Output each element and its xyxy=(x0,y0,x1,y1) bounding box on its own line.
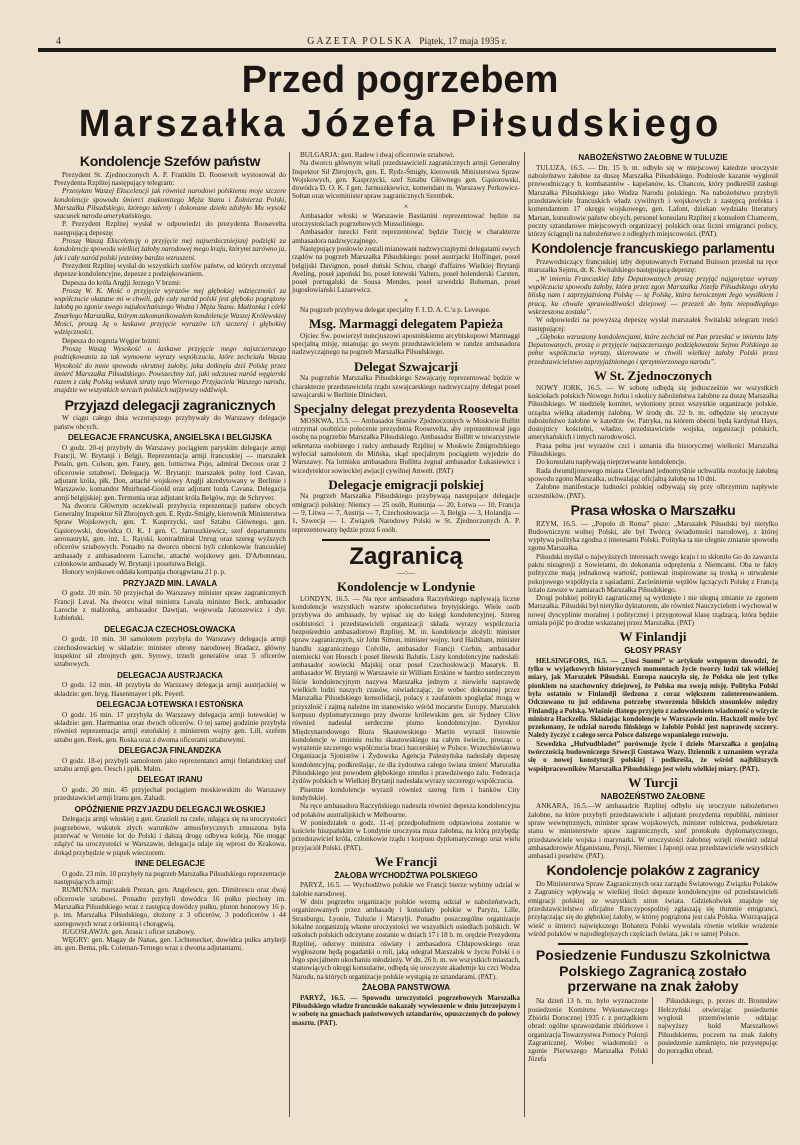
quoted-paragraph: Proszę Waszą Wysokość o łaskawe przyjęcie mego najszczerszego podziękowania za tak wymowne wyrazy współczucia, które zechciała Wasza Wysokość do mnie spowodu okrutnej żałoby, jaka dotknęła dziś Polskę przez śmierć Marszałka Piłsudskiego. Powszechny żal, jaki odczuwa naród węgierski razem z całą Polską wskutek straty tego Wiernego Przyjaciela Waszego narodu, znajdzie we wszystkich sercach polskich najżywszy oddźwięk. xyxy=(54,344,286,395)
paragraph: Przewodniczący francuskiej izby deputowanych Fernand Buisson przesłał na ręce marszałka Sejmu, dr. K. Świtalskiego następującą depeszę: xyxy=(528,258,778,275)
article-headline: Kondolencje polaków z zagranicy xyxy=(546,862,760,879)
paragraph: Prezydent Rzplitej wysłał do wszystkich szefów państw, od których otrzymał depesze kondolencyjne, depesze z podziękowaniem. xyxy=(54,261,286,279)
section-subheading: DELEGACJA AUSTRJACKA xyxy=(117,670,223,680)
paragraph: TULUZA, 16.5. — Dn. 15 b. m. odbyło się w miejscowej katedrze uroczyste nabożeństwo żałobne za duszę Marszałka Piłsudskiego. Podniosłe kazanie wygłosił przewodniczący b. kombatantów - kapelanów, ks. Chancou, który podkreślił zasługi Marszałka Piłsudskiego jako Wodza Narodu polskiego. Na nabożeństwo przybyli przedstawiciele francuskich władz cywilnych i wojskowych z zastępcą prefekta i komendantem 17 okręgu wojskowego, gen. Lafont, dziekan wydziału literatury Marsan, konsulowie państw obcych, personel konsulatu Rzplitej z konsulem Chamcem, poczty sztandarowe miejscowych organizacyj polskich oraz liczni emigranci polscy, którzy ściągnęli na nabożeństwo z odległych miejscowości. (PAT). xyxy=(528,163,779,239)
bold-paragraph: PARYŻ, 16.5. — Spowodu uroczystości pogrzebowych Marszałka Piłsudskiego władze francuskie nakazały wywieszenie w dniu jutrzejszym i w sobotę na gmachach państwowych sztandarów, opuszczonych do połowy masztu. (PAT). xyxy=(292,993,520,1027)
article-headline: Kondolencje w Londynie xyxy=(336,579,476,595)
column-2 xyxy=(292,151,520,1027)
section-subheading: DELEGACJA FINLANDZKA xyxy=(118,745,222,755)
paragraph: Prasa pełna jest wyrazów czci i uznania dla historycznej wielkości Marszałka Piłsudskiego. xyxy=(528,441,778,459)
section-subheading: ŻAŁOBA WYCHODŹTWA POLSKIEGO xyxy=(334,870,478,880)
paragraph: LONDYN, 16.5. — Na ręce ambasadora Raczyńskiego napływają liczne kondolencje wszystkich warstw społeczeństwa brytyjskiego. Wiele osób przybywa do ambasady, by wpisać się do księgi kondolencyjnej. Szereg osobistości i przedstawicieli organizacji składa wyrazy współczucia bezpośrednio ambasadorowi Rzplitej. M. in. kondolencje złożyli: minister spraw zagranicznych, sir John Simon, minister wojny, lord Hailsham, minister handlu zagranicznego Colville, ambasador Francji Corbin, ambasador niemiecki von Hoesch i poseł litewski Balutis. Listy kondolencyjne nadesłali: ambasador sowiecki Majskij oraz poseł Czechosłowacji Masaryk. B. ambasador W. Brytanji w Warszawie sir William Erskine w bardzo serdecznym liście kondolencyjnym nazywa Marszałka jednym z niewielu naprawdę wielkich ludzi naszych czasów, oświadczając, że wobec dokonanej przez Marszałka Piłsudskiego konsolidacji, polacy z zaufaniem spoglądać mogą w przyszłość i zajmą należne im stanowisko wśród mocarstw Europy. Marszałek korpusu dyplomatycznego przy dworze królewskim gen. sir Sydney Clive również nadesłał serdeczne pismo kondolencyjne. Dyrektor Międzynarodowego Biura Skautowskiego Martin wyraził listownie kondolencje w imieniu ruchu skautowskiego na całym świecie, prosząc o wyrażenie szczerego współczucia braci harcerskiej w Polsce. Wszechświatowa Organizacja Sjonistów i Żydowska Agencja Palestyńska nadesłały depeszę kondolencyjną, podkreślając, że dla żydostwa całego świata śmierć Marszałka Piłsudskiego jest powodem głębokiego smutku i prawdziwego żalu. Federacja żydów polskich w Wielkiej Brytanji nadesłała wyrazy szczerego współczucia. xyxy=(292,594,520,786)
headline-line-1: Przed pogrzebem xyxy=(241,59,559,101)
paragraph: RZYM, 16.5. — „Popolo di Roma” pisze: „Marszałek Piłsudski był nietylko Budowniczym wolnej Polski, ale był Twórcą świadomości narodowej, z której wypływa polityka zgodna z interesami Polski. Polityka ta nie ulegnie zmianie spowodu zgonu Marszałka. xyxy=(528,519,778,553)
paragraph: O godz. 18-ej przybyli samolotem jako reprezentanci armji finlandzkiej szef sztabu armji gen. Oesch i ppłk. Malm. xyxy=(54,756,286,773)
paragraph: WĘGRY: gen. Magay de Nanas, gen. Lichtenecker, dowódca pułku artylerji im. gen. Bema, płk. Coleman-Ternego wraz z dwoma adjutantami. xyxy=(54,936,286,953)
paragraph: Ojciec Św. powierzył nuncjuszowi apostolskiemu arcybiskupowi Marmaggi specjalną misję, mianując go swym przedstawicielem w randze ambasadora nadzwyczajnego na pogrzeb Marszałka Piłsudskiego. xyxy=(292,331,520,357)
paragraph: W poniedziałek o godz. 11-ej przedpołudniem odprawiona zostanie w kościele hiszpańskim w Londynie uroczysta msza żałobna, na którą przybędą: przedstawiciel króla, członkowie rządu i korpusu dyplomatycznego oraz wielu przyjaciół Polski. (PAT). xyxy=(292,818,520,852)
paragraph: O godz. 20-ej przybyły do Warszawy pociągiem paryskim delegacje armji Francji, W. Brytanji i Belgji. Reprezentacja armji francuskiej — marszałek Petain, gen. Colson, gen. Faury, gen. lotnictwa Pujo, admirał Decoux oraz 2 oficerowie sztabowi. Delegacja W. Brytanji: marszałek polny lord Cavan, adjutant króla, płk. Don, attaché wojskowy Anglji akredytowany w Berlinie i Warszawie, komandor Muirhead-Goold oraz adjutant lorda Cavana. Delegacja armji belgijskiej: gen. Termonia oraz adjutant króla Belgów, mjr. de Schryver. xyxy=(54,443,286,502)
section-subheading: NABOŻEŃSTWO ŻAŁOBNE xyxy=(600,791,706,801)
article-headline: We Francji xyxy=(374,853,438,869)
ornament: —○— xyxy=(396,569,416,578)
quoted-paragraph: Proszę Waszą Ekscelencję o przyjęcie mej najserdeczniejszej podzięki za kondolencje spowodu wielkiej żałoby narodowej mego kraju, którymi zarówno ja, jak i cały naród polski jesteśmy bardzo wzruszeni. xyxy=(54,237,286,262)
section-subheading: PRZYJAZD MIN. LAVALA xyxy=(122,578,218,588)
section-subheading: INNE DELEGACJE xyxy=(135,858,205,868)
issue-date: Piątek, 17 maja 1935 r. xyxy=(419,37,507,47)
section-subheading: NABOŻEŃSTWO ŻAŁOBNE W TULUZIE xyxy=(578,153,728,162)
article-headline: Kondolencje Szefów państw xyxy=(79,153,261,169)
article-headline: Specjalny delegat prezydenta Roosevelta xyxy=(293,401,519,417)
bold-paragraph: HELSINGFORS, 16.5. — „Uusi Suomi” w artykule wstępnym dowodzi, że tylko w wyjątkowych historycznych momentach życie tworzy ludzi tak wielkiej miary, jak Marszałek Piłsudski. Europa nauczyła się, że Polska nie jest tylko pionkiem na szachownicy dziejowej, że Polska ma swoją misję. Polityka Polski była ostatnio w Finlandji śledzona z coraz większem zainteresowaniem. Odczuwano tu już oddawna potrzebę stworzenia bliskich stosunków między Finlandją a Polską. Właśnie dlatego przyjęto z zadowoleniem wiadomość o wizycie ministra Hackzella. Składając kondolencje w Warszawie min. Hackzell może być przekonany, że udział narodu fińskiego w żałobie Polski jest naprawdę szczery. Należy życzyć z całego serca Polsce dalszego wspaniałego rozwoju. xyxy=(528,656,778,740)
paragraph: Na pogrzebie Marszałka Piłsudskiego Szwajcarję reprezentować będzie w charakterze przedstawiciela rządu szwajcarskiego nadzwyczajny delegat poseł szwajcarski w Berlinie Dinichert. xyxy=(292,374,520,399)
paragraph: Do Ministerstwa Spraw Zagranicznych oraz zarządu Światowego Związku Polaków z Zagranicy wpływają w wielkiej ilości depesze kondolencyjne od przedstawicieli emigracji polskiej ze wszystkich stron świata. Gdziekolwiek znajduje się przedstawicielstwo oficjalne Rzeczypospolitej zgłaszają się tłumnie emigranci, przyłączając się do głębokiej żałoby, w której pogrążona jest cała Polska. Wstrząsająca wieść o śmierci największego Bohatera Polski wywołała równie wielkie wrażenie wśród polaków w najodleglejszych częściach świata, jak i w samej Polsce. xyxy=(528,880,778,938)
column-3 xyxy=(528,151,778,1064)
paragraph: Na pogrzeb Marszałka Piłsudskiego przybywają następujące delegacje emigracji polskiej: Niemcy — 25 osób, Rumunja — 20, Łotwa — 10, Francja — 9, Litwa — 7, Austrja — 7, Czechosłowacja — 3, Belgja — 3, Holandja — 1, Szwecja — 1. Związek Narodowy Polski w St. Zjednoczonych A. P. reprezentowany będzie przez 6 osób. xyxy=(292,492,520,534)
paragraph: Depesza do króla Anglji Jerzego V brzmi: xyxy=(62,278,181,287)
article-headline: Msg. Marmaggi delegatem Papieża xyxy=(308,316,504,332)
paragraph: Do konsulatu napływają nieprzerwanie kondolencje. xyxy=(536,458,686,467)
article-headline: W St. Zjednoczonych xyxy=(594,368,712,384)
article-headline: Delegat Szwajcarji xyxy=(353,358,459,374)
paragraph: RUMUNJA: marszałek Prezan, gen. Angelescu, gen. Dimitrescu oraz dwaj oficerowie sztabowi. Ponadto przybyli dowódca 16 pułku piechoty im. Marszałka Piłsudskiego wraz z zastępcą dowódcy pułku, pluton honorowy 16 p. p. im. Marszałka Piłsudskiego, złożony z 3 oficerów, 3 podoficerów i 44 szeregowych wraz z orkiestrą i chorągwią. xyxy=(54,886,286,928)
paragraph: NOWY JORK, 16.5. — W sobotę odbędą się jednocześnie we wszystkich kościołach polskich Nowego Jorku i okolicy nabożeństwa żałobne za duszę Marszałka Piłsudskiego. W niedzielę komitet, wyłoniony przez wszystkie organizacje polskie, urządza wielką akademję żałobną. W środę dn. 22 b. m. odbędzie się uroczyste nabożeństwo żałobne w katedrze św. Patryka, na którem obecni będą kardynał Hays, dostojnicy kościelni, władze, przedstawiciele wojska, organizacji polskich, amerykańskich i innych narodowości. xyxy=(528,383,778,442)
article-headline: Posiedzenie Funduszu Szkolnictwa Polskiego Zagranicą zostało przerwane na znak żałoby xyxy=(535,947,771,995)
headline-line-2: Marszałka Józefa Piłsudskiego xyxy=(78,103,722,145)
paragraph: O godz. 20 min. 50 przyjechał do Warszawy minister spraw zagranicznych Francji Laval. Na dworcu witał ministra Lavala minister Beck, ambasador Laroche z małżonką, ambasador Dawtjan, wojewoda Jaroszewicz i dyr. Łubieński. xyxy=(54,589,286,623)
paragraph: W dniu pogrzebu organizacje polskie wezmą udział w nabożeństwach, organizowanych przez ambasadę i konsulaty polskie w Paryżu, Lille, Strasburgu, Lyonie, Tuluzie i Marsylji. Ponadto poszczególne organizacje lokalne zorganizują własne uroczystości we wszystkich osiedlach polskich. W szkołach polskich odczytane zostanie w dniach 17 i 18 b. m. orędzie Prezydenta Rzplitej, odezwy ministra oświaty i ambasadora Chłapowskiego oraz wygłoszone będą pogadanki o roli, jaką odegrał Marszałek w życiu Polski i o Jego specjalnem ukochaniu młodzieży. W dn. 26 b. m. we wszystkich miastach, stanowiących okręgi konsularne, odbędą się uroczyste akademje ku czci Wodza Narodu, na których organizacje polskie wystąpią ze sztandarami. (PAT). xyxy=(292,898,520,981)
column-1 xyxy=(54,151,286,953)
paragraph: Drogi polskiej polityki zagranicznej są wytknięte i nie ulegną zmianie ze zgonem Marszałka. Piłsudski był nietylko dyktatorem, ale również Nauczycielem i wychował w nowej dyscyplinie moralnej i politycznej i przygotował klasę rządzącą, która będzie umiała pójść po drodze wskazanej przez Marszałka. (PAT) xyxy=(528,594,778,628)
quoted-paragraph: Proszę W. K. Mość o przyjęcie wyrazów mej głębokiej wdzięczności za współczucie okazane mi w chwili, gdy cały naród polski jest głęboko pogrążony żałobą po zgonie swego najukochańszego Wodza i Męża Stanu. Małżonka i córki Zmarłego Marszałka, którym zakomunikowałem kondolencje Waszej Królewskiej Mości, proszą Ją o łaskawe przyjęcie wyrazów ich szczerej i głębokiej wdzięczności. xyxy=(54,286,286,337)
paragraph: MOSKWA, 15.5. — Ambasador Stanów Zjednoczonych w Moskwie Bullitt otrzymał osobiście polecenie prezydenta Roosevelta, aby reprezentował jego osobę na pogrzebie Marszałka Piłsudskiego. Ambasador Bullitt w towarzystwie sekretarza osobistego i radcy ambasady Rzplitej w Moskwie Żmigrodzkiego wyleciał samolotem do Mińska, skąd specjalnym pociągiem wyjedzie do Warszawy. Na lotnisku ambasadora Bullitta żegnał ambasador Łukasiewicz i wicedyrektor sowieckiej awjacji cywilnej Anwelt. (PAT) xyxy=(292,416,520,475)
paragraph: Ambasador włoski w Warszawie Bastianini reprezentować będzie na uroczystościach pogrzebowych Mussoliniego. xyxy=(292,211,520,229)
article-headline: W Turcji xyxy=(628,774,678,790)
paragraph: Depesza do regenta Węgier brzmi: xyxy=(62,336,161,345)
article-headline: Przyjazd delegacji zagranicznych xyxy=(64,396,276,413)
paragraph: ANKARA, 16.5.—W ambasadzie Rzplitej odbyło się uroczyste nabożeństwo żałobne, na które przybyli przedstawiciele i adjutant prezydenta republiki, minister spraw wewnętrznych, minister spraw wojskowych, minister rolnictwa, podsekretarz stanu w ministerstwie spraw zagranicznych, szef protokułu dyplomatycznego, przedstawiciele wojska i marynarki. W uroczystości żałobnej wzięli również udział ambasadorowie Afganistanu, Persji, Niemiec i Japonji oraz przedstawiciele wszystkich ambasad i poselstw. (PAT). xyxy=(528,802,778,861)
paragraph: W ciągu całego dnia wczorajszego przybywały do Warszawy delegacje państw obcych. xyxy=(54,414,286,431)
section-subheading: DELEGACJE FRANCUSKA, ANGIELSKA I BELGIJSKA xyxy=(67,432,272,442)
section-subheading: DELEGACJA CZECHOSŁOWACKA xyxy=(104,624,236,634)
separator-mark: × xyxy=(403,201,409,211)
text-subcolumn-right: Piłsudskiego, p. prezes dr. Bronisław Hełczyński otwierając posiedzenie wygłosił przemówienie oddając najwyższy hołd Marszałkowi Piłsudskiemu, poczem na znak żałoby posiedzenie zamknięto, nie przystępując do porządku obrad. xyxy=(658,997,778,1056)
paragraph: Na pogrzeb przybywa delegat specjalny F. I. D. A. C.'u p. Leveque. xyxy=(300,305,491,314)
paragraph: Następujący posłowie zostali mianowani nadzwyczajnymi delegatami swych rządów na pogrzeb Marszałka Piłsudskiego: poseł austrjacki Hoffinger, poseł belgijski Davignon, poseł duński Schou, chargé d'affaires Wielkiej Brytanji Aveling, poseł japoński Ito, poseł łotewski Valters, poseł holenderski Carsten, poseł portugalski de Sousa Mendes, poseł szwedzki Boheman, poseł jugosłowiański Lazarewicz. xyxy=(292,244,520,295)
section-subheading: GŁOSY PRASY xyxy=(624,646,682,655)
paragraph: O godz. 23 min. 10 przybyły na pogrzeb Marszałka Piłsudskiego reprezentacje następujących armji: xyxy=(54,869,286,887)
paragraph: BULGARJA: gen. Radew i dwaj oficerowie sztabowi. xyxy=(300,151,455,159)
quoted-paragraph: Przesyłam Waszej Ekscelencji jak również narodowi polskiemu moje szczere kondolencje spowodu śmierci znakomitego Męża Stanu i Żołnierza Polski, Marszałka Piłsudskiego, którego talenty i dokonane dzieło zdobyło Mu wysoki szacunek narodu amerykańskiego. xyxy=(54,187,286,221)
page-header xyxy=(38,33,776,53)
paragraph: Prezydent St. Zjednoczonych A. P. Franklin D. Roosevelt wystosował do Prezydenta Rzplitej następujący telegram: xyxy=(54,170,286,187)
paragraph: Na dworcu Głównym oczekiwali przybycia reprezentacji państw obcych Generalny Inspektor Sił Zbrojnych gen. E. Rydz-Śmigły, kierownik Ministerstwa Spraw Wojskowych, gen. T. Kasprzycki, szef Sztabu Głównego, gen. Gąsiorowski, dowódca O. K. I gen. C. Jarnuszkiewicz, szef departamentu aeronautyki, gen. inż. L. Rayski, kontradmirał Unrug oraz szereg wyższych oficerów sztabowych. Ponadto na dworcu obecni byli członkowie francuskiej ambasady z ambasadorem Laroche, attaché wojskowy gen. D'Arbonneau, członkowie ambasady W. Brytanji i poselstwa Belgji. xyxy=(54,501,286,568)
paragraph: P. Prezydent Rzplitej wysłał w odpowiedzi do prezydenta Roosevelta następującą depeszę: xyxy=(54,220,286,237)
ornamental-rule xyxy=(558,943,748,945)
column-divider xyxy=(524,152,525,1117)
paragraph: Piłsudski myślał o najwyższych interesach swego kraju i to skłoniło Go do zawarcia paktu nieagresji z Sowietami, do dokonania odprężenia z Niemcami. Oba te fakty polityczne mają jednakową wartość, ponieważ inspirowane są troską o utrwalenie pokojowego współżycia z sąsiadami. Zacieśnienie węzłów łączących Polskę z Francją leżało zawsze w zamiarach Marszałka Piłsudskiego. xyxy=(528,552,778,594)
two-column-text xyxy=(528,997,778,1063)
text-subcolumn-left: Na dzień 13 b. m. było wyznaczone posiedzenie Komitetu Wykonawczego Zbiórki Dorocznej 1935 r. z porządkiem obrad: ogólne sprawozdanie zbiórkowe i organizacja Towarzystwa Pomocy Polonji Zagranicznej. Wobec wiadomości o zgonie Pierwszego Marszałka Polski Józefa xyxy=(528,997,653,1063)
paragraph: W odpowiedzi na powyższą depeszę wysłał marszałek Świtalski telegram treści następującej: xyxy=(528,316,778,333)
paragraph: Żałobne manifestacje ludności polskiej odbywają się przy olbrzymim napływie uczestników. (PAT). xyxy=(528,483,778,500)
paragraph: PARYŻ, 16.5. — Wychodźtwo polskie we Francji bierze wybitny udział w żałobie narodowej. xyxy=(292,881,520,898)
paragraph: Na ręce ambasadora Raczyńskiego nadeszła również depesza kondolencyjna od polaków australijskich w Melbourne. xyxy=(292,802,520,819)
separator-mark: × xyxy=(403,295,409,305)
newspaper-name: GAZETA POLSKA xyxy=(307,36,414,47)
paragraph: JUGOSŁAWJA: gen. Arasic i oficer sztabowy. xyxy=(62,927,196,936)
section-subheading: DELEGAT IRANU xyxy=(137,775,203,785)
section-title: Zagranicą xyxy=(349,542,463,570)
paragraph: O godz. 20 min. 45 przyjechał pociągiem moskiewskim do Warszawy przedstawiciel armji Iranu gen. Zahadi. xyxy=(54,786,286,803)
quoted-paragraph: „W imieniu Francuskiej Izby Deputowanych proszę przyjąć najgorętsze wyrazy współczucia spowodu żałoby, która przez zgon Marszałka Józefa Piłsudskiego okryła bliską nam i zaprzyjaźnioną Polskę — tę Polskę, która heroicznym Jego wysiłkiem i pracą, ku chwale sprawiedliwości dziejowej — przezeń do bytu niepodległego wskrzeszona została”. xyxy=(528,274,778,316)
section-subheading: DELEGACJA ŁOTEWSKA I ESTOŃSKA xyxy=(96,699,244,709)
paragraph: Ambasador turecki Ferit reprezentować będzie Turcję w charakterze ambasadora nadzwyczajnego. xyxy=(292,228,520,245)
paragraph: O godz. 10 min. 30 samolotem przybyła do Warszawy delegacja armji czechosłowackiej w składzie: minister obrony narodowej Bradacz, główny inspektor sił zbrojnych gen. Syrowy, trzech generałów oraz 5 oficerów sztabowych. xyxy=(54,635,286,669)
paragraph: Delegacja armji włoskiej z gen. Grazioli na czele, udająca się na uroczystości pogrzebowe, wskutek złych warunków atmosferycznych zmuszona była przerwać w Veronie lot do Polski i dalszą drogę odbywa koleją. Nie mogąc zdążyć na uroczystości w Warszawie, delegacja udaje się wprost do Krakowa, dokąd przybędzie w piątek wieczorem. xyxy=(54,815,286,857)
masthead xyxy=(38,36,776,47)
article-headline: Delegacje emigracji polskiej xyxy=(328,476,484,492)
paragraph: Na dworcu głównym witali przedstawicieli zagranicznych armji Generalny Inspektor Sił Zbrojnych, gen. E. Rydz-Śmigły, kierownik Ministerstwa Spraw Wojskowych, gen. Kasprzycki, szef Sztabu Głównego gen. Gąsiorowski, dowódca D. O. K. I gen. Jarnuszkiewicz, komendant m. Warszawy Perkowicz-Sołtan oraz wiceminister spraw zagranicznych Szembek. xyxy=(292,159,520,201)
page-number: 4 xyxy=(56,36,61,47)
article-headline: Kondolencje francuskiego parlamentu xyxy=(531,240,775,257)
article-headline: W Finlandji xyxy=(619,629,687,645)
header-rule xyxy=(38,48,776,52)
ornamental-rule xyxy=(322,539,490,541)
paragraph: Pisemne kondolencje wyraził również szereg firm i banków City londyńskiej. xyxy=(292,785,520,802)
article-headline: Prasa włoska o Marszałku xyxy=(570,501,736,518)
quoted-paragraph: „Głęboko wzruszony kondolencjami, które zechciał mi Pan przesłać w imieniu Izby Deputowanych, proszę o przyjęcie najszczerszego podziękowania Sejmu Polskiego za pełne współczucia wyrazy, skierowane w chwili wielkiej żałoby Polski przez przedstawicielstwo zaprzyjaźnionego i sprzymierzonego narodu”. xyxy=(528,332,778,366)
paragraph: O godz. 12 min. 48 przybyła do Warszawy delegacja armji austrjackiej w składzie: gen. bryg. Hasenmayer i płk. Peyerl. xyxy=(54,681,286,698)
column-divider xyxy=(289,152,290,1117)
section-subheading: OPÓŹNIENIE PRZYJAZDU DELEGACJI WŁOSKIEJ xyxy=(74,804,266,814)
bold-paragraph: Szwedzka „Hufvudbladet” porównuje życie i dzieło Marszałka z genjalną twórczością budowniczego Szwecji Gustawa Wazy. Dziennik z uznaniem wyraża się o nowej konstytucji polskiej i podkreśla, że wśród najbliższych współpracowników Marszałka Piłsudskiego jest wielu wielkiej miary. (PAT). xyxy=(528,739,778,773)
section-subheading: ŻAŁOBA PANSTWOWA xyxy=(361,982,451,992)
paragraph: O godz. 16 min. 17 przybyła do Warszawy delegacja armji łotewskiej w składzie: gen. Hartmanisa oraz dwuch oficerów. O tej samej godzinie przybyła również reprezentacja armji estońskiej z ministrem wojny gen. Lill, szefem sztabu gen. Reek, gen. Roska oraz z dwoma oficerami sztabowymi. xyxy=(54,710,286,744)
paragraph: Honory wojskowe oddała kompanja chorągwiana 21 p. p. xyxy=(62,568,226,577)
paragraph: Rada dwumiljonowego miasta Cleveland jednomyślnie uchwaliła rezolucję żałobną spowodu zgonu Marszałka, uchwalając oficjalną żałobę na 10 dni. xyxy=(528,466,778,483)
